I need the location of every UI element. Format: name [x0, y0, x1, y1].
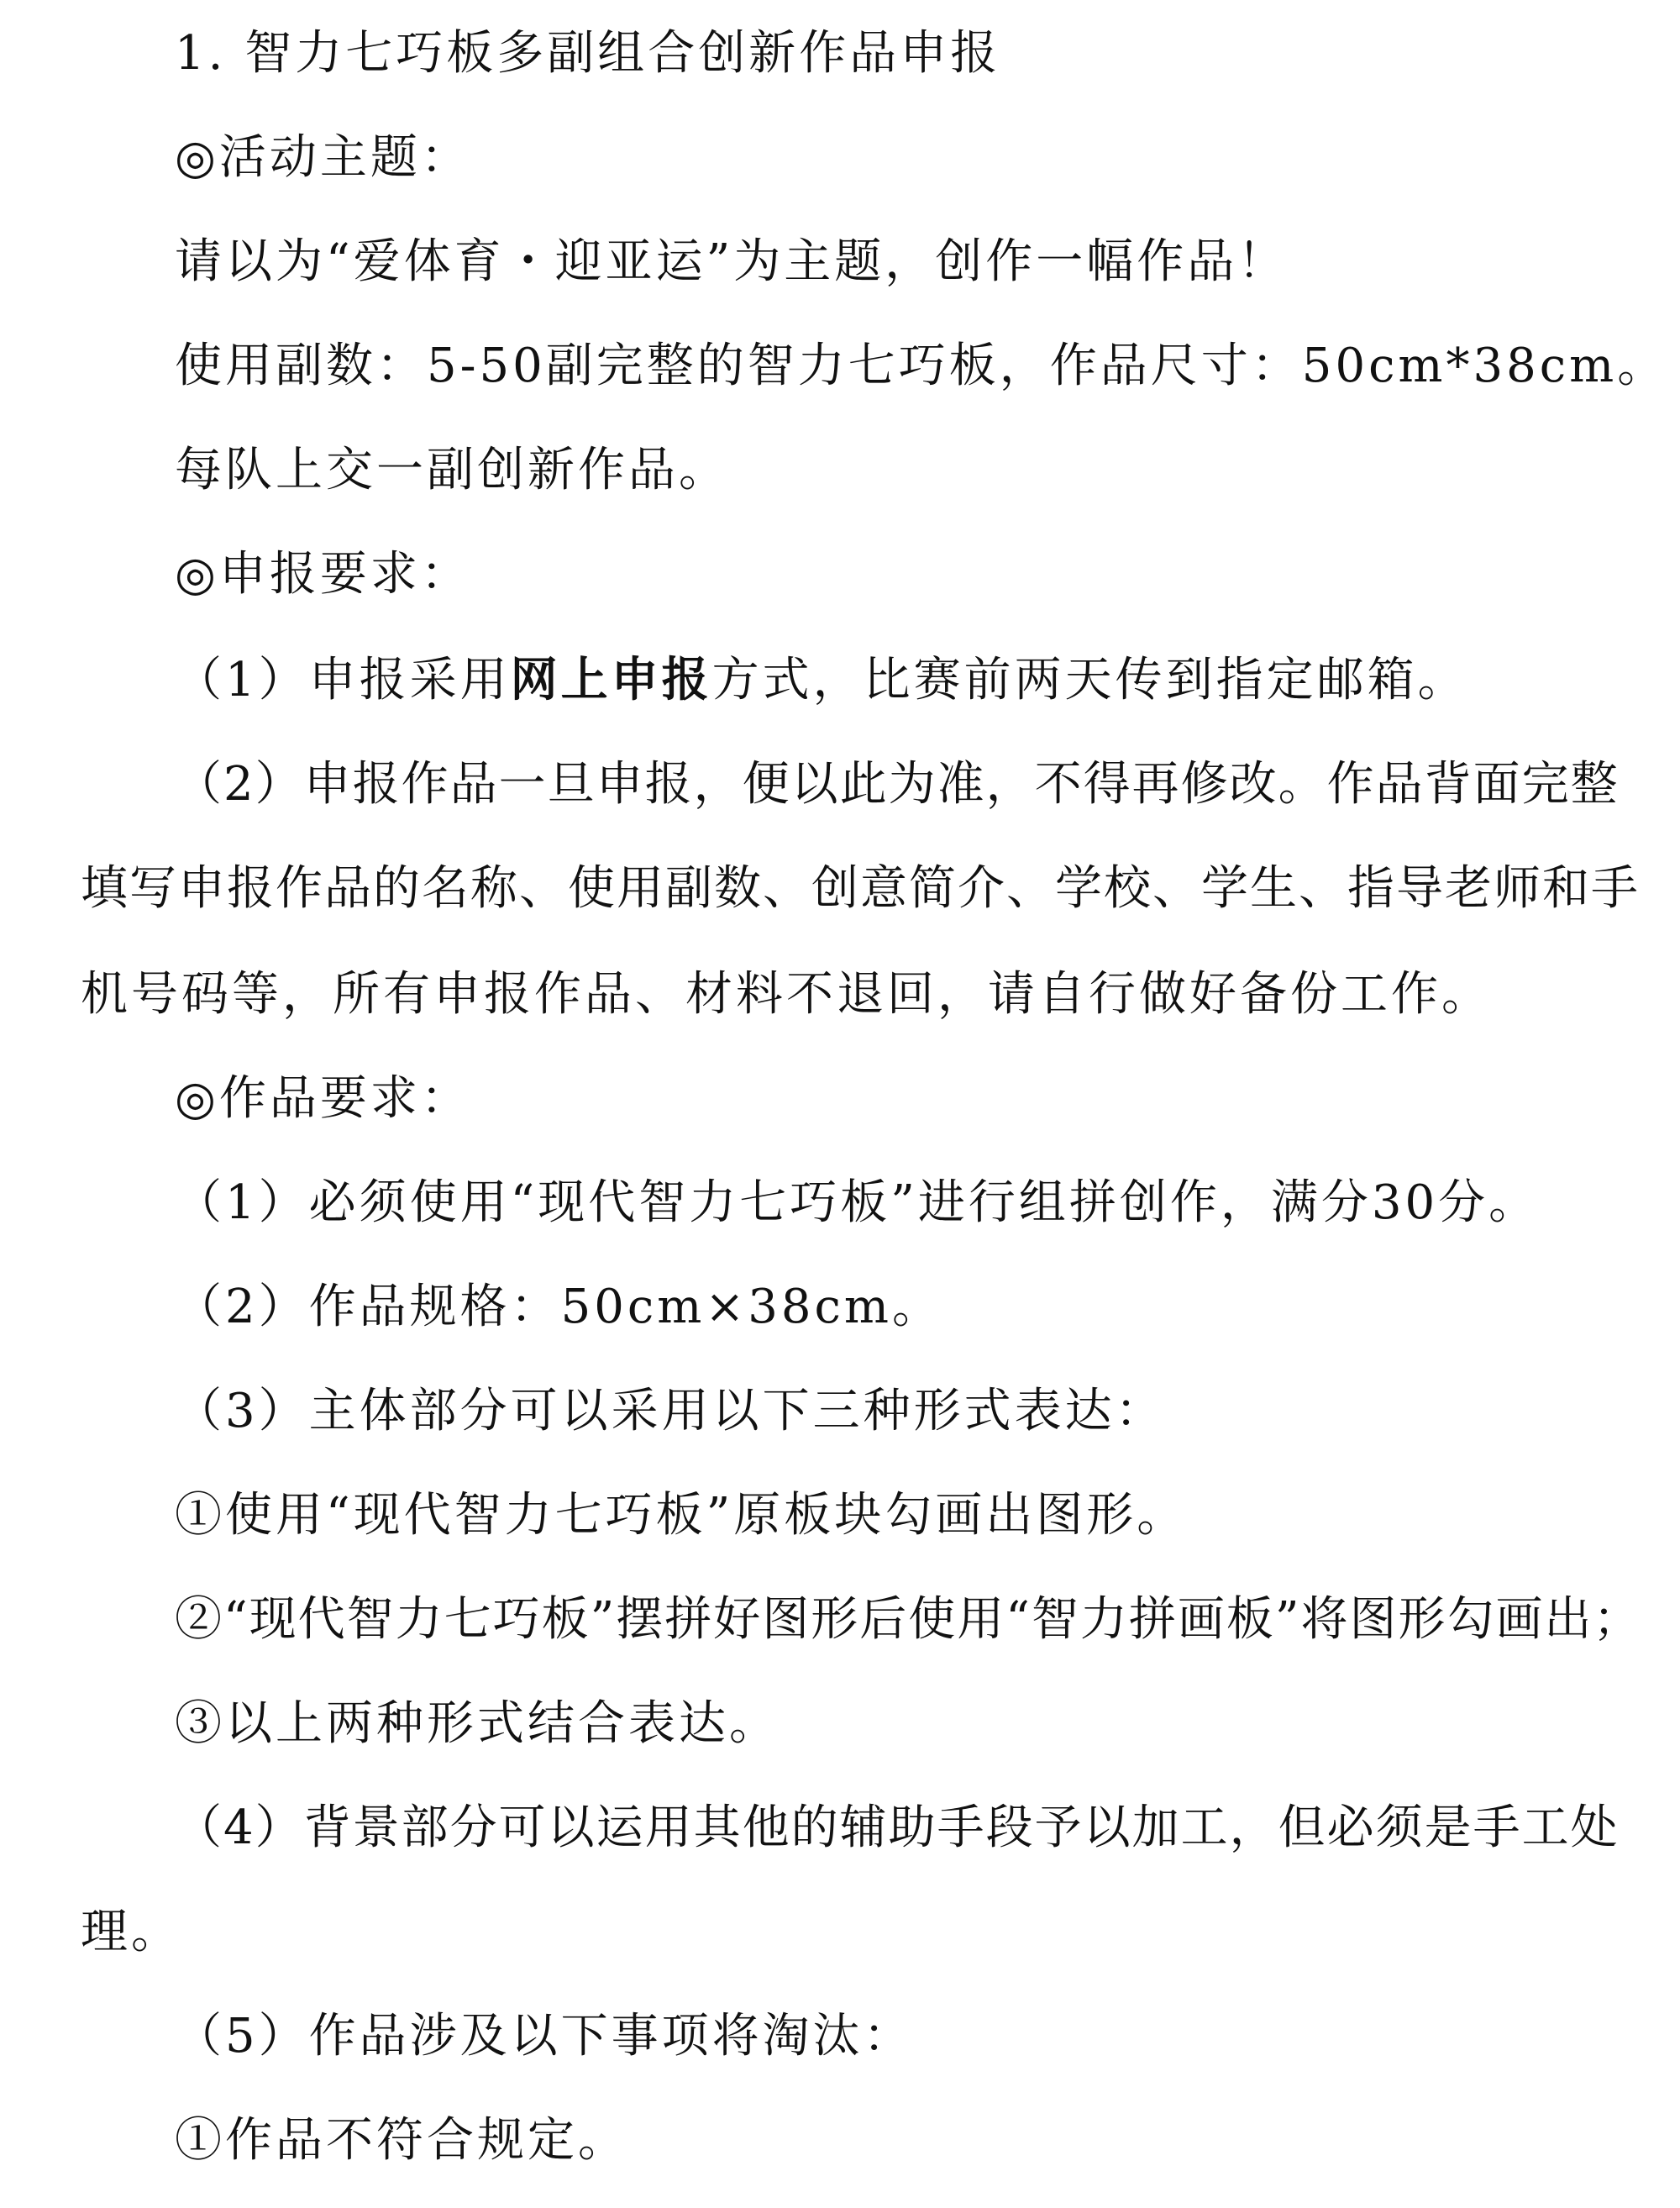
work-requirement-2: （2）作品规格：50cm×38cm。	[175, 1280, 942, 1334]
declaration-requirements-heading: ◎申报要求：	[175, 547, 471, 602]
requirement-1	[175, 647, 1468, 714]
work-requirements-heading: ◎作品要求：	[175, 1071, 471, 1126]
form-option-2: ②“现代智力七巧板”摆拼好图形后使用“智力拼画板”将图形勾画出；	[175, 1592, 1642, 1647]
work-requirement-4-line-2: 理。	[81, 1905, 181, 1959]
form-option-1: ①使用“现代智力七巧板”原板块勾画出图形。	[175, 1488, 1188, 1543]
form-option-3: ③以上两种形式结合表达。	[175, 1696, 780, 1751]
work-requirement-4-line-1: （4）背景部分可以运用其他的辅助手段予以加工，但必须是手工处	[175, 1801, 1620, 1855]
work-requirement-5: （5）作品涉及以下事项将淘汰：	[175, 2009, 914, 2063]
requirement-1-bold: 网上申报	[510, 653, 712, 707]
theme-text: 请以为“爱体育・迎亚运”为主题，创作一幅作品！	[175, 234, 1289, 289]
requirement-1-before: （1）申报采用	[175, 653, 511, 707]
requirement-2-line-2: 填写申报作品的名称、使用副数、创意简介、学校、学生、指导老师和手	[81, 861, 1640, 916]
requirement-2-line-3: 机号码等，所有申报作品、材料不退回，请自行做好备份工作。	[81, 967, 1492, 1022]
section-heading: 1. 智力七巧板多副组合创新作品申报	[175, 26, 1001, 81]
activity-theme-heading: ◎活动主题：	[175, 130, 471, 185]
work-requirement-3: （3）主体部分可以采用以下三种形式表达：	[175, 1384, 1166, 1438]
usage-text: 使用副数：5-50副完整的智力七巧板，作品尺寸：50cm*38cm。	[175, 339, 1668, 393]
work-requirement-1: （1）必须使用“现代智力七巧板”进行组拼创作，满分30分。	[175, 1175, 1540, 1230]
requirement-1-after: 方式，比赛前两天传到指定邮箱。	[711, 653, 1468, 707]
requirement-2-line-1: （2）申报作品一旦申报，便以此为准，不得再修改。作品背面完整	[175, 757, 1620, 812]
submission-text: 每队上交一副创新作品。	[175, 443, 729, 497]
elimination-item-1: ①作品不符合规定。	[175, 2113, 628, 2168]
